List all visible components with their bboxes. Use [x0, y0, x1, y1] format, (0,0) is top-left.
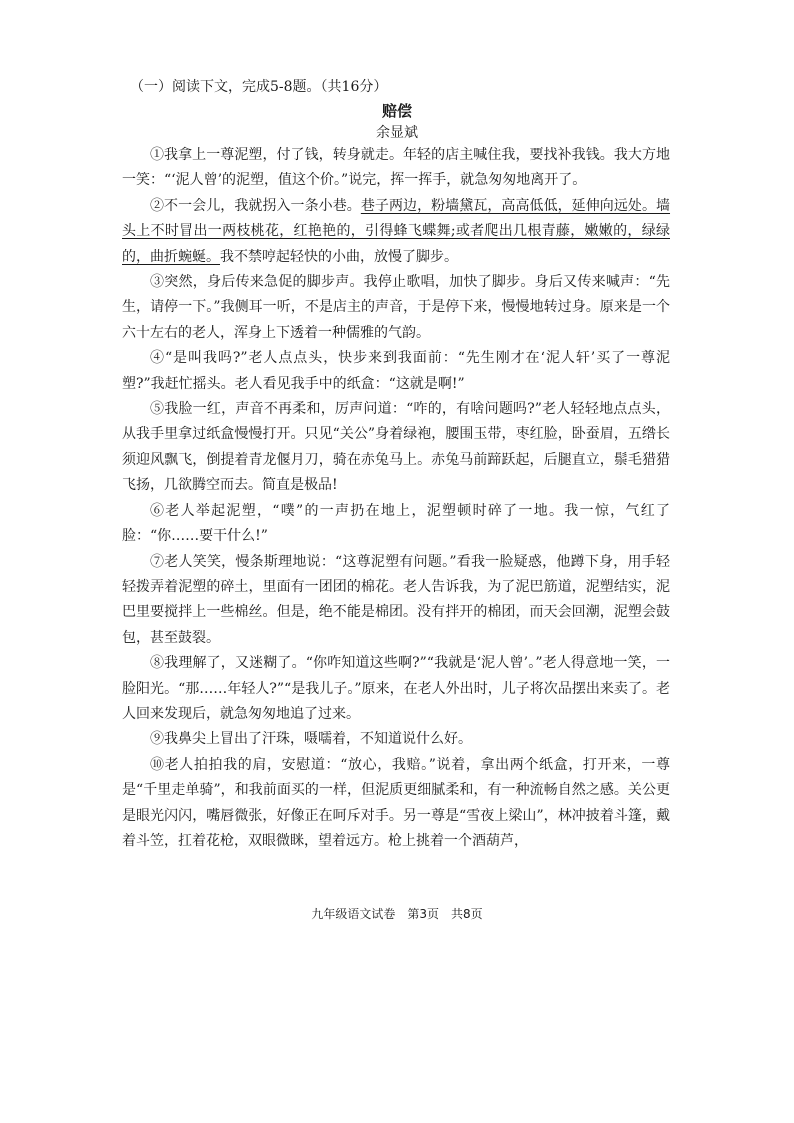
paragraph-5: ⑤我脸一红，声音不再柔和，厉声问道：“咋的，有啥问题吗?”老人轻轻地点点头，从我手里拿过纸盒慢慢打开。只见“关公”身着绿袍，腰围玉带，枣红脸，卧蚕眉，五绺长须迎风飘飞，倒提着青龙偃月刀，骑在赤兔马上。赤兔马前蹄跃起，后腿直立，鬃毛猎猎飞扬，几欲腾空而去。简直是极品!: [122, 401, 670, 494]
paragraph-2: [122, 194, 670, 270]
paragraph-7: ⑦老人笑笑，慢条斯理地说：“这尊泥塑有问题。”看我一脸疑惑，他蹲下身，用手轻轻拨弄着泥塑的碎土，里面有一团团的棉花。老人告诉我，为了泥巴筋道，泥塑结实，泥巴里要搅拌上一些棉丝。但是，绝不能是棉团。没有拌开的棉团，而天会回潮，泥塑会鼓包，甚至鼓裂。: [122, 553, 670, 646]
paragraph-10: ⑩老人拍拍我的肩，安慰道：“放心，我赔。”说着，拿出两个纸盒，打开来，一尊是“千里走单骑”，和我前面买的一样，但泥质更细腻柔和，有一种流畅自然之感。关公更是眼光闪闪，嘴唇微张，好像正在呵斥对手。另一尊是“雪夜上梁山”，林冲披着斗篷，戴着斗笠，扛着花枪，双眼微眯，望着远方。枪上挑着一个酒葫芦，: [122, 756, 670, 849]
paragraph-2-prefix: ②不一会儿，我就拐入一条小巷。: [150, 197, 361, 214]
page-footer: 九年级语文试卷 第3页 共8页: [311, 907, 483, 921]
passage-body: [122, 143, 670, 854]
paragraph-2-suffix: 我不禁哼起轻快的小曲，放慢了脚步。: [220, 248, 458, 265]
section-heading: （一）阅读下文，完成5-8题。（共16分）: [130, 79, 388, 95]
paragraph-4: ④“是叫我吗?”老人点点头，快步来到我面前：“先生刚才在‘泥人轩’买了一尊泥塑?”我赶忙摇头。老人看见我手中的纸盒：“这就是啊!”: [122, 350, 670, 392]
paragraph-6: ⑥老人举起泥塑，“噗”的一声扔在地上，泥塑顿时碎了一地。我一惊，气红了脸：“你……要干什么!”: [122, 502, 670, 545]
paragraph-9: ⑨我鼻尖上冒出了汗珠，嗫嚅着，不知道说什么好。: [150, 731, 472, 748]
paragraph-8: ⑧我理解了，又迷糊了。“你咋知道这些啊?”“我就是‘泥人曾’。”老人得意地一笑，一脸阳光。“那……年轻人?”“是我儿子。”原来，在老人外出时，儿子将次品摆出来卖了。老人回来发现后，就急匆匆地追了过来。: [122, 655, 670, 722]
passage-title: 赔偿: [381, 102, 412, 120]
passage-author: 余显斌: [376, 125, 418, 141]
paragraph-2-underlined-text: 巷子两边，粉墙黛瓦，高高低低，延伸向远处。墙头上不时冒出一两枝桃花，红艳艳的，引得蜂飞蝶舞;或者爬出几根青藤，嫩嫩的，绿绿的，曲折蜿蜒。: [122, 197, 671, 265]
paragraph-3: ③突然，身后传来急促的脚步声。我停止歌唱，加快了脚步。身后又传来喊声：“先生，请停一下。”我侧耳一听，不是店主的声音，于是停下来，慢慢地转过身。原来是一个六十左右的老人，浑身上下透着一种儒雅的气韵。: [122, 274, 670, 341]
paragraph-1: ①我拿上一尊泥塑，付了钱，转身就走。年轻的店主喊住我，要找补我钱。我大方地一笑：“‘泥人曾’的泥塑，值这个价。”说完，挥一挥手，就急匆匆地离开了。: [122, 147, 670, 189]
